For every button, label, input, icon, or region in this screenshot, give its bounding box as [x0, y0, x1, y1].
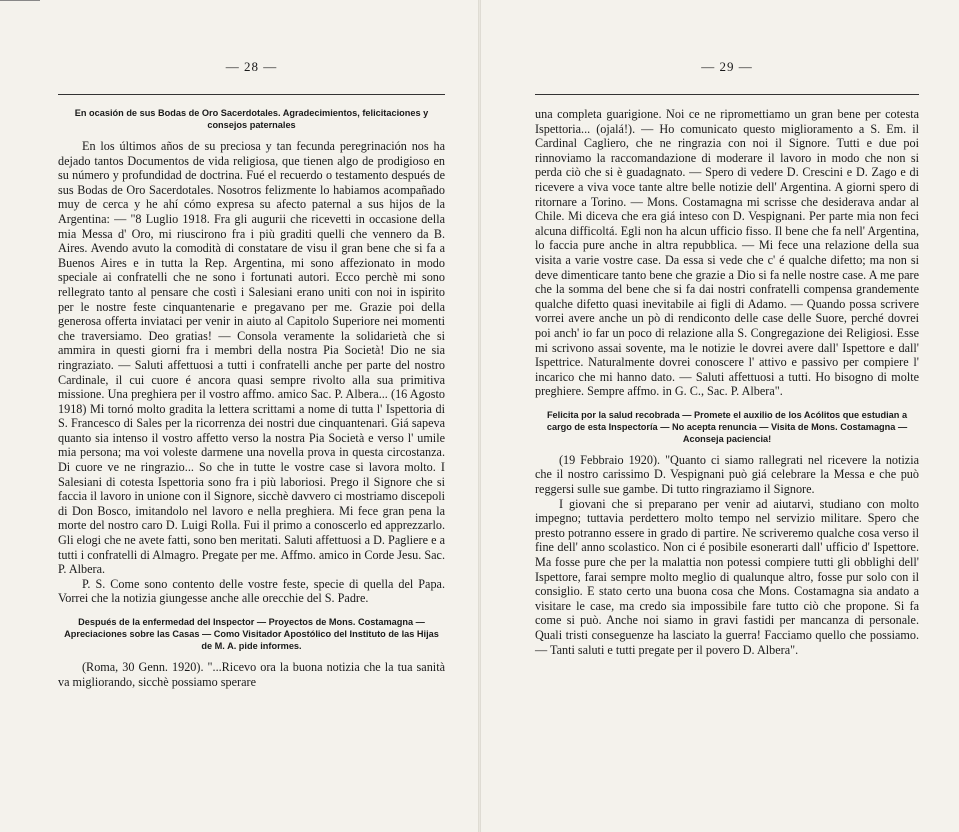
body-paragraph: En los últimos años de su preciosa y tan fecunda peregrinación nos ha dejado tantos Documentos de vida religiosa, que tienen algo de prodigioso en su número y profundidad de doctrina. Fué el recuerdo o testamento después de sus Bodas de Oro Sacerdotales. Nosotros felizmente lo habiamos acompañado muy de cerca y he ahí cómo expresa su afecto paternal a sus hijos de la Argentina: — "8 Luglio 1918. Fra gli augurii che ricevetti in occasione della mia Messa d' Oro, mi riuscirono fra i più graditi quelli che vennero da B. Aires. Avendo avuto la comodità di constatare de visu il gran bene che si fa a Buenos Aires e in tutta la Rep. Argentina, mi sono affezionato in modo speciale ai confratelli che ne sono i fortunati autori. Ecco perchè mi sono rellegrato tanto al pensare che costì i Salesiani erano uniti con noi in ispirito per le nostre feste cinquantenarie e pregavano per me. Grazie poi della generosa offerta inviataci per venir in aiuto al Capitolo Superiore nei momenti che traversiamo. Deo gratias! — Consola veramente la solidarietà che si ammira in questi giorni fra i membri della nostra Pia Società! Dio ne sia ringraziato. — Saluti affettuosi a tutti i confratelli anche per parte del nostro Cardinale, il cui cuore é ancora quasi sempre rivolto alla sua primitiva missione. Una preghiera per il vostro affmo. amico Sac. P. Albera... (16 Agosto 1918) Mi tornó molto gradita la lettera scrittami a nome di tutta l' Ispettoria di S. Francesco di Sales per la ricorrenza dei nostri due cinquantenari. Giá sapeva quanto sia intenso il vostro affetto verso la nostra Pia Società e verso l' umile mia persona; ma voi voleste darmene una novella prova in questa circostanza. Di cuore ve ne ringrazio... So che in tutte le vostre case si lavora molto. I Salesiani di cotesta Ispettoria sono fra i più laboriosi. Prego il Signore che si faccia il lavoro in unione con il Signore, sicchè davvero ci mostriamo discepoli di Don Bosco, imitandolo nel lavoro e nella preghiera. Mi fece gran pena la morte del nostro caro D. Luigi Rolla. Fui il primo a conoscerlo ed apprezzarlo. Gli elogi che ne avete fatti, sono ben meritati. Saluti affettuosi a D. Pagliere e a tutti i confratelli di Almagro. Pregate per me. Affmo. amico in Corde Jesu. Sac. P. Albera. — [58, 139, 445, 577]
left-page — [0, 0, 479, 832]
header-rule — [535, 94, 919, 95]
page-number: — 29 — — [701, 59, 753, 74]
postscript-paragraph: P. S. Come sono contento delle vostre feste, specie di quella del Papa. Vorrei che la notizia giungesse anche alle orecchie del S. Padre. — [58, 576, 445, 606]
spacer — [535, 399, 919, 409]
right-page — [481, 0, 959, 832]
body-paragraph: (Roma, 30 Genn. 1920). "...Ricevo ora la buona notizia che la tua sanità va migliorando, sicchè possiamo sperare — [58, 660, 445, 689]
section-heading: Felicita por la salud recobrada — Promete el auxilio de los Acólitos que estudian a cargo de esta Inspectoría — No acepta renuncia — Visita de Mons. Costamagna — Aconseja paciencia! — [546, 409, 908, 444]
body-paragraph: (19 Febbraio 1920). "Quanto ci siamo rallegrati nel ricevere la notizia che il nostro carissimo D. Vespignani può giá celebrare la Messa e che può reggersi sulle sue gambe. Di tutto ringraziamo il Signore. — [535, 452, 919, 497]
section-heading: Después de la enfermedad del Inspector — Proyectos de Mons. Costamagna — Apreciaciones sobre las Casas — Como Visitador Apostólico del Instituto de las Hijas de M. A. pide informes. — [64, 617, 439, 651]
section-heading: En ocasión de sus Bodas de Oro Sacerdotales. Agradecimientos, felicitaciones y consejos paternales — [74, 108, 429, 130]
spacer — [58, 606, 445, 616]
body-paragraph: una completa guarigione. Noi ce ne ripromettiamo un gran bene per cotesta Ispettoria... (ojalá!). — Ho comunicato questo miglioramento a S. Em. il Cardinal Cagliero, che ne ringrazia con noi il Signore. Tutti e due poi rinnoviamo la raccomandazione di moderare il lavoro in modo che non si perda ciò che si è guadagnato. — Spero di vedere D. Crescini e D. Zago e di ricevere a viva voce tante altre belle notizie dell' Argentina. A giorni spero di ritornare a Torino. — Mons. Costamagna mi scrisse che desiderava andar al Chile. Mi diceva che era giá inteso con D. Vespignani. Per parte mia non feci alcuna difficoltá. Egli non ha alcun ufficio fisso. Il bene che fa nell' Argentina, lo faccia pure anche in altra repubblica. — Mi fece una relazione della sua visita a varie vostre case. Da essa si vede che c' é qualche difetto; ma non si deve dimenticare tanto bene che grazie a Dio si fa nelle nostre case. A me pare che la somma del bene che si fa dai nostri confratelli compensa grandemente qualche difetto quasi inevitabile ai figli di Adamo. — Quando possa scrivere vorrei avere anche un pò di rendiconto delle case delle Suore, perché dovrei poi anch' io far un poco di relazione alla S. Congregazione dei Religiosi. Esse mi scrivono assai sovente, ma le notizie le dovrei avere dall' Ispettore e dall' Ispettrice. Naturalmente dovrei conoscere l' attivo e passivo per compiere l' incarico che mi hanno dato. — Saluti affettuosi a tutti. Ho bisogno di molte preghiere. Sempre affmo. in G. C., Sac. P. Albera". — [535, 107, 919, 399]
header-rule — [58, 94, 445, 95]
body-paragraph: I giovani che si preparano per venir ad aiutarvi, studiano con molto impegno; tuttavia perdettero molto tempo nel servizio militare. Spero che presto potranno essere in grado di partire. Ne scriveremo qualche cosa verso il fine dell' anno scolastico. Non ci é posibile esonerarti dall' ufficio d' Ispettore. Ma fosse pure che per la malattia non potessi compiere tutti gli obblighi dell' Ispettore, farai sempre molto meglio di qualunque altro, fosse pur solo con il consiglio. E stato certo una buona cosa che Mons. Costamagna sia andato a visitare le case, ma credo sia impossibile fare tutto ciò che propone. Si fa come si può. Anche noi siamo in gravi fastidi per mancanza di personale. Quali tristi conseguenze ha lasciato la guerra! Facciamo quello che possiamo. — Tanti saluti e tutti pregate per il povero D. Albera". — [535, 496, 919, 657]
page-number: — 28 — — [225, 59, 278, 74]
